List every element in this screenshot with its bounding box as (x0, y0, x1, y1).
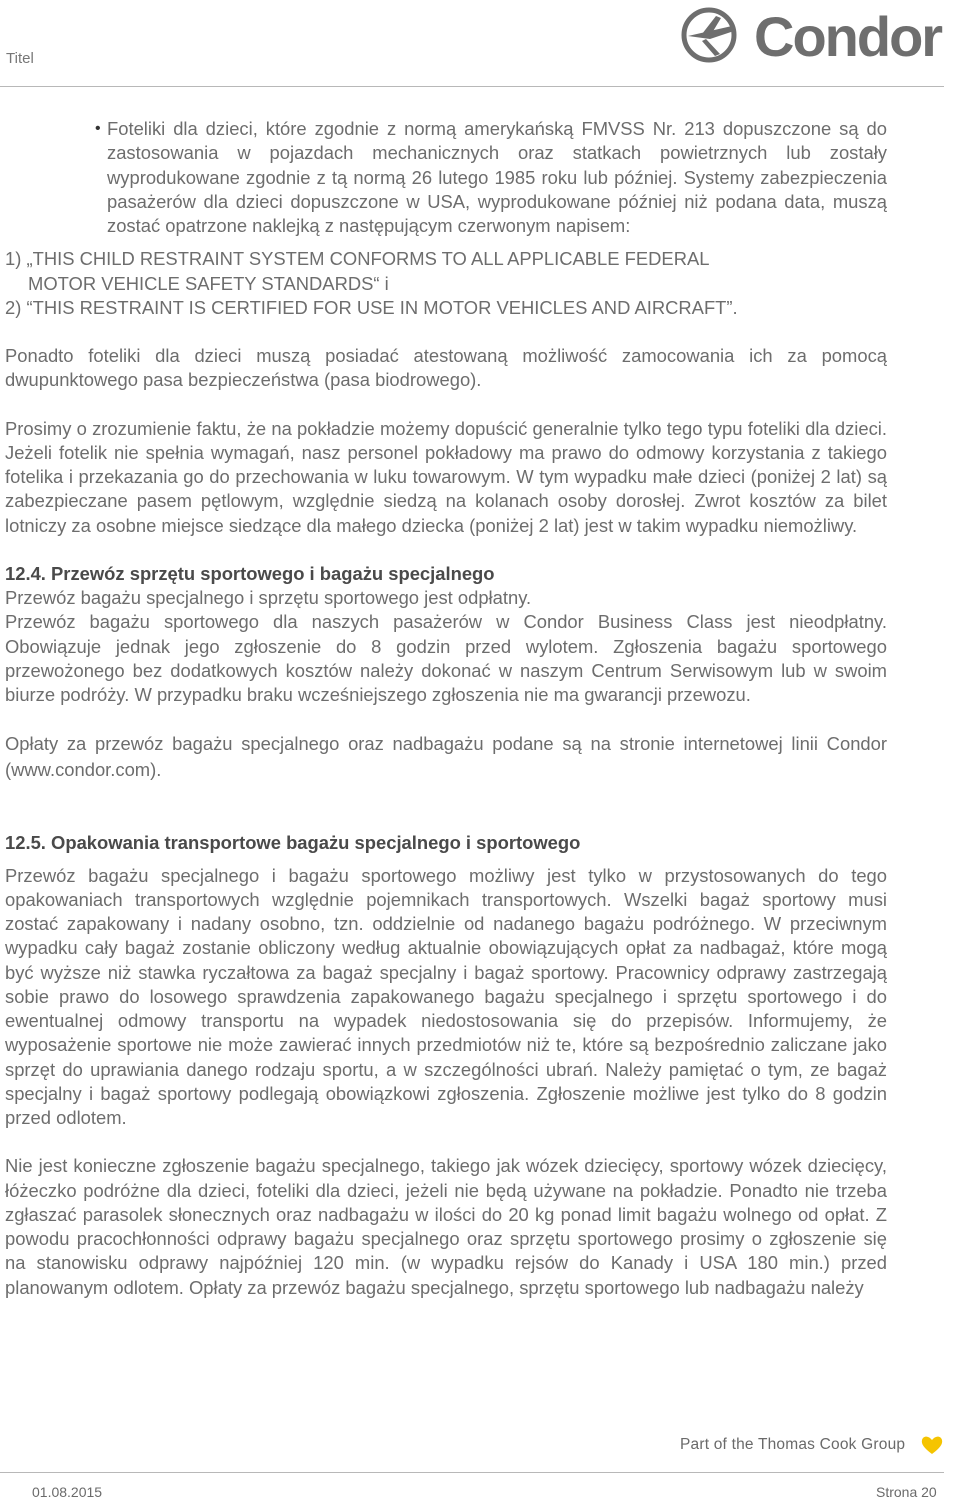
fees-text-end: ). (150, 759, 162, 781)
restraint-label-line-3: 2) “THIS RESTRAINT IS CERTIFIED FOR USE IN MOTOR VEHICLES AND AIRCRAFT”. (5, 296, 738, 318)
header-title: Titel (6, 50, 34, 67)
section-heading-12-4 (5, 562, 887, 586)
condor-logo (680, 5, 945, 68)
condor-website-link[interactable]: www.condor.com (11, 759, 151, 781)
paragraph-child-seat-policy: Prosimy o zrozumienie faktu, że na pokładzie możemy dopuścić generalnie tylko tego typu foteliki dla dzieci. Jeżeli fotelik nie spełnia wymagań, nasz personel pokładowy ma prawo do odmowy korzystania z takiego fotelika i przekazania go do przechowania w luku towarowym. W tym wypadku małe dzieci (poniżej 2 lat) są zabezpieczane pasem pętlowym, względnie siedzą na kolanach osoby dorosłej. Zwrot kosztów za bilet lotniczy za osobne miejsce siedzące dla małego dziecka (poniżej 2 lat) jest w takim wypadku niemożliwy. (5, 417, 887, 536)
section-heading-12-5 (5, 831, 887, 855)
footer-divider (0, 1472, 944, 1473)
page-number: Strona 20 (876, 1484, 937, 1500)
bullet-item (5, 117, 887, 238)
section-title: Przewóz sprzętu sportowego i bagażu specjalnego (51, 562, 495, 584)
header-divider (0, 86, 944, 87)
section-number: 12.5. (5, 832, 46, 854)
paragraph-packaging: Przewóz bagażu specjalnego i bagażu sportowego możliwy jest tylko w przystosowanych do tego opakowaniach transportowych względnie pojemnikach transportowych. Wszelki bagaż sportowy musi zostać zapakowany i nadany osobno, tzn. oddzielnie od nadanego bagażu podróżnego. W przeciwnym wypadku cały bagaż zostanie obliczony według aktualnie obowiązujących opłat za nadbagaż, które mogą być wyższe niż stawka ryczałtowa za bagaż specjalny i bagaż sportowy. Pracownicy odprawy zastrzegają sobie prawo do losowego sprawdzenia zapakowanego bagażu specjalnego i sprzętu sportowego i do ewentualnej odmowy transportu na wypadek niedostosowania się do przepisów. Informujemy, że wyposażenie sportowe nie może zawierać innych przedmiotów niż te, które są bezpośrednio zaliczane jako sprzęt do uprawiania danego rodzaju sportu, a w szczególności ubrań. Należy pamiętać o tym, ze bagaż specjalny i bagaż sportowy podlegają obowiązkowi zgłoszenia. Zgłoszenie możliwe jest tylko do 8 godzin przed odlotem. (5, 864, 887, 1128)
page-content (5, 117, 887, 1300)
bullet-text: Foteliki dla dzieci, które zgodnie z normą amerykańską FMVSS Nr. 213 dopuszczone są do zastosowania w pojazdach mechanicznych oraz statkach powietrznych lub zostały wyprodukowane zgodnie z tą normą 26 lutego 1985 roku lub później. Systemy zabezpieczenia pasażerów dla dzieci dopuszczone w USA, wyprodukowane później niż podana data, muszą zostać opatrzone naklejką z następującym czerwonym napisem: (107, 118, 887, 236)
logo-wordmark: Condor (754, 5, 942, 68)
footer-date: 01.08.2015 (32, 1484, 103, 1500)
paragraph-business-class: Przewóz bagażu sportowego dla naszych pasażerów w Condor Business Class jest nieodpłatny. Obowiązuje jednak jego zgłoszenie do 8 godzin przed wylotem. Zgłoszenia bagażu sportowego przewożonego bez dodatkowych kosztów należy dokonać w naszym Centrum Serwisowym lub w swoim biurze podróży. W przypadku braku wcześniejszego zgłoszenia nie ma gwarancji przewozu. (5, 611, 887, 705)
thomas-cook-heart-icon (920, 1435, 944, 1455)
restraint-label-line-1: 1) „THIS CHILD RESTRAINT SYSTEM CONFORMS TO ALL APPLICABLE FEDERAL (5, 248, 710, 270)
restraint-label-line-2: MOTOR VEHICLE SAFETY STANDARDS“ i (28, 272, 389, 294)
fees-text: Opłaty za przewóz bagażu specjalnego oraz nadbagażu podane są na stronie internetowej linii Condor ( (5, 733, 887, 781)
section-title: Opakowania transportowe bagażu specjalnego i sportowego (51, 832, 581, 854)
condor-bird-icon (680, 6, 746, 64)
thomas-cook-tagline (680, 1436, 948, 1460)
paragraph-fees-website (5, 731, 887, 783)
bullet-dot-icon: • (95, 120, 101, 137)
paragraph-lap-belt: Ponadto foteliki dla dzieci muszą posiadać atestowaną możliwość zamocowania ich za pomocą dwupunktowego pasa bezpieczeństwa (pasa biodrowego). (5, 345, 887, 391)
paragraph-fee-note: Przewóz bagażu specjalnego i sprzętu sportowego jest odpłatny. (5, 587, 532, 608)
section-number: 12.4. (5, 562, 46, 584)
tagline-text: Part of the Thomas Cook Group (680, 1436, 906, 1453)
paragraph-no-registration: Nie jest konieczne zgłoszenie bagażu specjalnego, takiego jak wózek dziecięcy, sportowy wózek dziecięcy, łóżeczko podróżne dla dzieci, foteliki dla dzieci, jeżeli nie będą używane na pokładzie. Ponadto nie trzeba zgłaszać parasolek słonecznych oraz nadbagażu w ilości do 20 kg ponad limit bagażu wolnego od opłat. Z powodu pracochłonności odprawy bagażu specjalnego oraz sprzętu sportowego prosimy o zgłoszenie się na stanowisku odprawy najpóźniej 120 min. (w wypadku rejsów do Kanady i USA 180 min.) przed planowanym odlotem. Opłaty za przewóz bagażu specjalnego, sprzętu sportowego lub nadbagażu należy (5, 1155, 887, 1298)
